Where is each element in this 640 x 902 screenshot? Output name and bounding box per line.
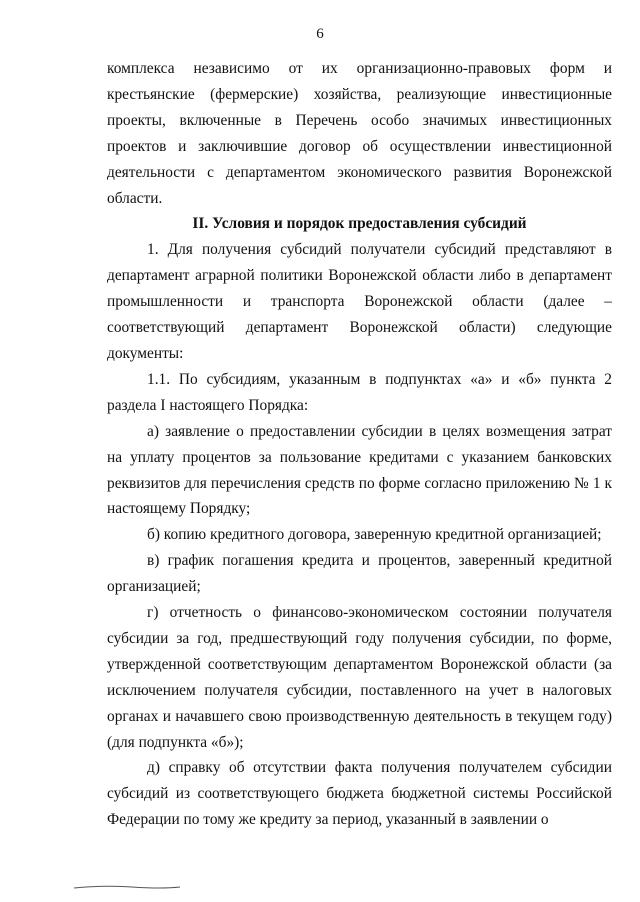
scan-artifact-mark xyxy=(72,884,182,890)
section-heading: II. Условия и порядок предоставления субсидий xyxy=(192,215,527,233)
paragraph-subitem-a: а) заявление о предоставлении субсидии в целях возмещения затрат на уплату процентов за пользование кредитами с указанием банковских реквизитов для перечисления средств по форме согласно приложению № 1 к настоящему Порядку; xyxy=(107,422,612,518)
paragraph-subitem-d: д) справку об отсутствии факта получения получателем субсидии субсидий из соответствующего бюджета бюджетной системы Российской Федерации по тому же кредиту за период, указанный в заявлении о xyxy=(107,759,612,829)
paragraph-item-1: 1. Для получения субсидий получатели субсидий представляют в департамент аграрной политики Воронежской области либо в департамент промышленности и транспорта Воронежской области (далее – соответствующий департамент Воронежской области) следующие документы: xyxy=(107,241,612,362)
document-body xyxy=(107,56,612,833)
paragraph-subitem-g: г) отчетность о финансово-экономическом состоянии получателя субсидии за год, предшествующий году получения субсидии, по форме, утвержденной соответствующим департаментом Воронежской области (за исключением получателя субсидии, поставленного на учет в налоговых органах и начавшего свою производственную деятельность в текущем году) (для подпункта «б»); xyxy=(107,604,612,751)
paragraph-item-1-1: 1.1. По субсидиям, указанным в подпунктах «а» и «б» пункта 2 раздела I настоящего Порядка: xyxy=(107,370,612,414)
paragraph-subitem-v: в) график погашения кредита и процентов, заверенный кредитной организацией; xyxy=(107,552,612,596)
paragraph-subitem-b: б) копию кредитного договора, заверенную кредитной организацией; xyxy=(147,526,602,544)
page-number: 6 xyxy=(316,26,324,42)
paragraph-continuation: комплекса независимо от их организационно-правовых форм и крестьянские (фермерские) хозяйства, реализующие инвестиционные проекты, включенные в Перечень особо значимых инвестиционных проектов и заключившие договор об осуществлении инвестиционной деятельности с департаментом экономического развития Воронежской области. xyxy=(107,60,612,207)
